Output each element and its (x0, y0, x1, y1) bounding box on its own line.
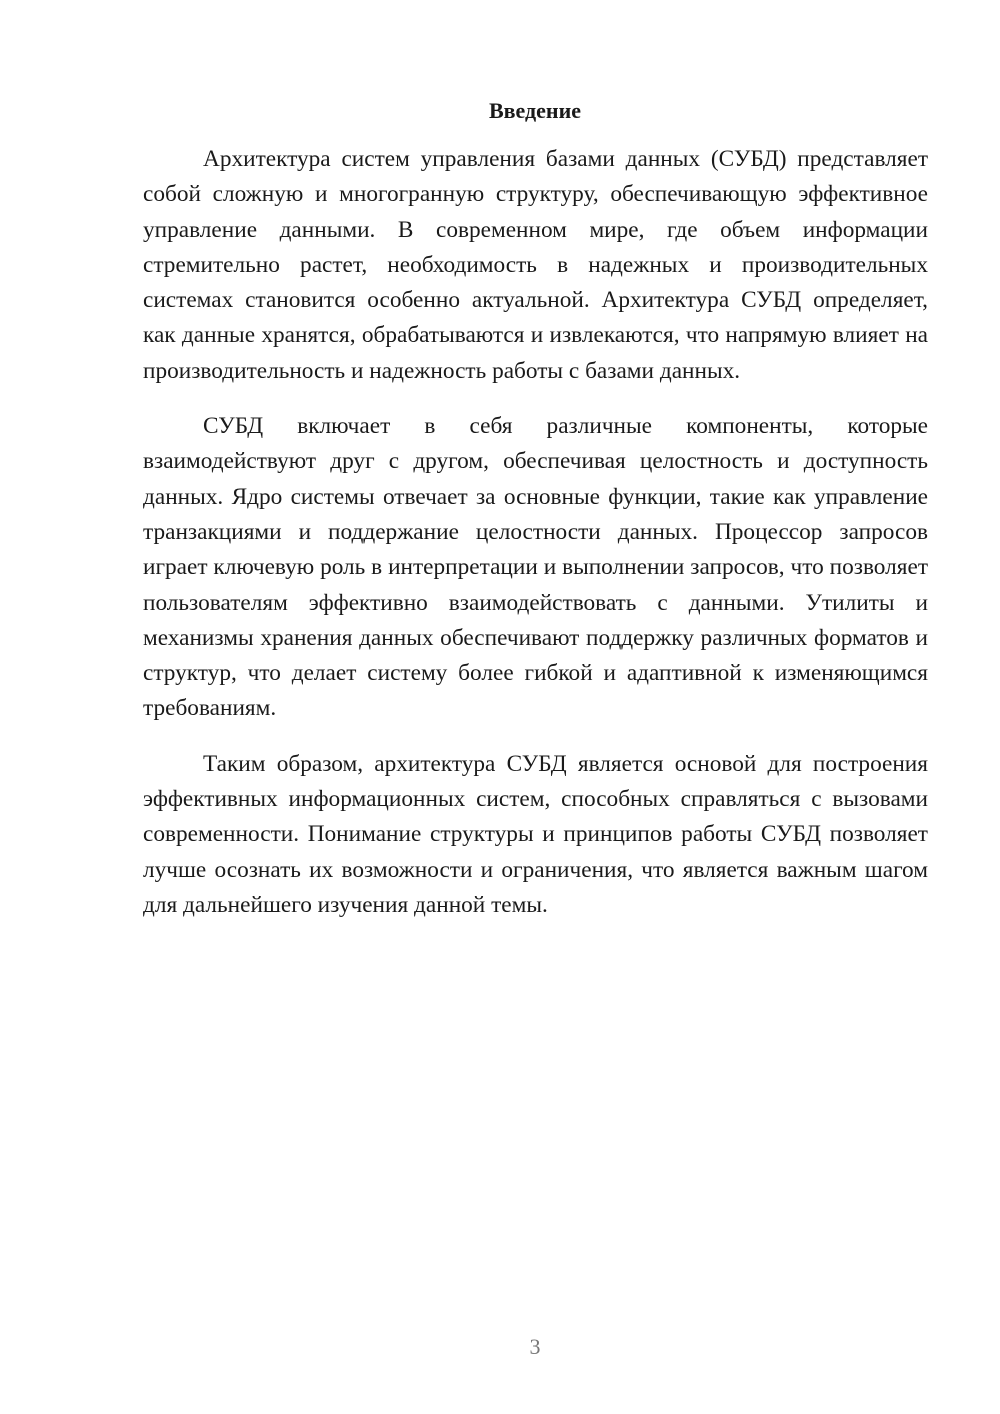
body-text (143, 142, 928, 943)
paragraph-1: Архитектура систем управления базами данных (СУБД) представляет собой сложную и многогранную структуру, обеспечивающую эффективное управление данными. В современном мире, где объем информации стремительно растет, необходимость в надежных и производительных системах становится особенно актуальной. Архитектура СУБД определяет, как данные хранятся, обрабатываются и извлекаются, что напрямую влияет на производительность и надежность работы с базами данных. (143, 146, 928, 384)
paragraph-3: Таким образом, архитектура СУБД является основой для построения эффективных информационных систем, способных справляться с вызовами современности. Понимание структуры и принципов работы СУБД позволяет лучше осознать их возможности и ограничения, что является важным шагом для дальнейшего изучения данной темы. (143, 750, 928, 918)
section-heading: Введение (488, 98, 582, 123)
paragraph-2: СУБД включает в себя различные компоненты, которые взаимодействуют друг с другом, обеспечивая целостность и доступность данных. Ядро системы отвечает за основные функции, такие как управление транзакциями и поддержание целостности данных. Процессор запросов играет ключевую роль в интерпретации и выполнении запросов, что позволяет пользователям эффективно взаимодействовать с данными. Утилиты и механизмы хранения данных обеспечивают поддержку различных форматов и структур, что делает систему более гибкой и адаптивной к изменяющимся требованиям. (143, 413, 928, 722)
page-number: 3 (529, 1334, 541, 1359)
